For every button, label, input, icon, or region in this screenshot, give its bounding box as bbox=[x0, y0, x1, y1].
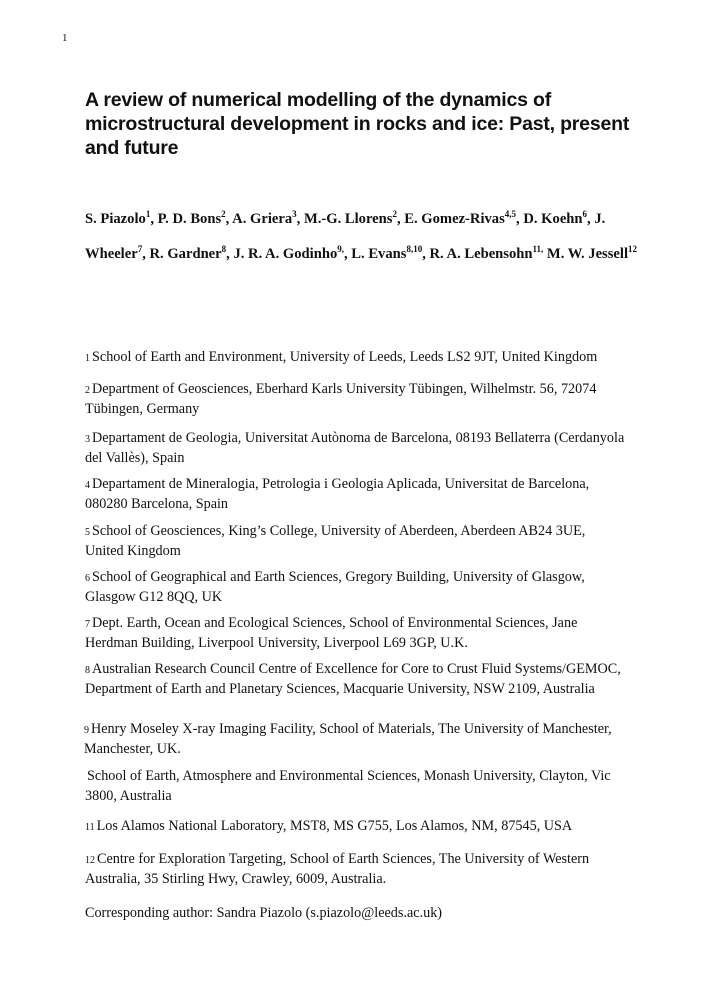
affiliation-text: Department of Geosciences, Eberhard Karls University Tübingen, Wilhelmstr. 56, 72074 Tübingen, Germany bbox=[85, 381, 597, 417]
author-name: M.-G. Llorens bbox=[303, 211, 393, 227]
corresponding-author: Corresponding author: Sandra Piazolo (s.piazolo@leeds.ac.uk) bbox=[85, 905, 443, 921]
author-affiliation-number: 2 bbox=[221, 209, 226, 220]
author-name: E. Gomez-Rivas bbox=[404, 211, 505, 227]
author bbox=[523, 211, 594, 227]
affiliation-text: Departament de Geologia, Universitat Autònoma de Barcelona, 08193 Bellaterra (Cerdanyola del Vallès), Spain bbox=[85, 430, 625, 466]
author-affiliation-number: 7 bbox=[137, 244, 143, 255]
author-name: S. Piazolo bbox=[85, 211, 146, 227]
affiliation-12 bbox=[85, 850, 625, 889]
author-affiliation-number: 11, bbox=[532, 244, 544, 255]
page-number: 1 bbox=[62, 32, 68, 44]
author bbox=[404, 211, 523, 227]
separator: , bbox=[422, 246, 430, 262]
separator: , bbox=[150, 211, 158, 227]
separator: , bbox=[142, 246, 150, 262]
affiliation-1 bbox=[85, 348, 625, 368]
affiliation-number: 8 bbox=[85, 665, 90, 676]
affiliation-9 bbox=[84, 720, 624, 759]
author bbox=[304, 211, 404, 227]
affiliation-number: 11 bbox=[85, 822, 95, 833]
affiliation-4 bbox=[85, 475, 625, 514]
author-list bbox=[85, 202, 645, 272]
affiliation-text: Centre for Exploration Targeting, School of Earth Sciences, The University of Western Australia, 35 Stirling Hwy, Crawley, 6009, Australia. bbox=[85, 851, 590, 887]
separator: , bbox=[516, 211, 524, 227]
author-name: R. Gardner bbox=[149, 246, 222, 262]
author-name: R. A. Lebensohn bbox=[429, 246, 533, 262]
author-affiliation-number: 6 bbox=[582, 209, 588, 220]
author-affiliation-number: 1 bbox=[145, 209, 151, 220]
author-affiliation-number: 12 bbox=[628, 244, 637, 255]
affiliation-10 bbox=[85, 767, 625, 806]
separator: , bbox=[296, 211, 304, 227]
author bbox=[149, 246, 233, 262]
affiliation-number: 7 bbox=[85, 619, 90, 630]
author-name: J. Wheeler bbox=[85, 211, 606, 262]
author bbox=[233, 246, 351, 262]
affiliation-number: 6 bbox=[85, 573, 90, 584]
affiliation-number: 2 bbox=[85, 385, 90, 396]
affiliation-6 bbox=[85, 568, 625, 607]
affiliation-number: 12 bbox=[85, 855, 95, 866]
author bbox=[430, 246, 547, 262]
affiliation-text: Australian Research Council Centre of Excellence for Core to Crust Fluid Systems/GEMOC, Department of Earth and Planetary Sciences, Macquarie University, NSW 2109, Australia bbox=[85, 661, 621, 697]
affiliation-3 bbox=[85, 429, 625, 468]
author-affiliation-number: 8 bbox=[221, 244, 227, 255]
author-affiliation-number: 2 bbox=[392, 209, 397, 220]
author bbox=[351, 246, 429, 262]
author-name: J. R. A. Godinho bbox=[233, 246, 338, 262]
author-affiliation-number: 9, bbox=[337, 244, 344, 255]
separator: , bbox=[396, 211, 405, 227]
author bbox=[547, 246, 637, 262]
affiliation-text: Dept. Earth, Ocean and Ecological Sciences, School of Environmental Sciences, Jane Herdman Building, Liverpool University, Liverpool L69 3GP, U.K. bbox=[85, 615, 578, 651]
author bbox=[158, 211, 233, 227]
affiliation-text: Henry Moseley X-ray Imaging Facility, School of Materials, The University of Manchester, Manchester, UK. bbox=[84, 721, 612, 757]
affiliation-text: School of Geographical and Earth Sciences, Gregory Building, University of Glasgow, Glasgow G12 8QQ, UK bbox=[85, 569, 585, 605]
paper-title: A review of numerical modelling of the dynamics of microstructural development in rocks and ice: Past, present and future bbox=[85, 89, 630, 159]
affiliation-text: School of Earth, Atmosphere and Environmental Sciences, Monash University, Clayton, Vic 3800, Australia bbox=[85, 768, 611, 804]
author-name: A. Griera bbox=[232, 211, 293, 227]
affiliation-8 bbox=[85, 660, 625, 699]
affiliation-number: 9 bbox=[84, 725, 89, 736]
author-affiliation-number: 4,5 bbox=[504, 209, 517, 220]
separator: , bbox=[344, 246, 352, 262]
author-name: L. Evans bbox=[351, 246, 407, 262]
separator: , bbox=[225, 211, 233, 227]
author bbox=[232, 211, 304, 227]
author-name: D. Koehn bbox=[523, 211, 583, 227]
author-name: P. D. Bons bbox=[157, 211, 222, 227]
affiliation-number: 3 bbox=[85, 434, 90, 445]
affiliation-number: 4 bbox=[85, 480, 90, 491]
author-name: M. W. Jessell bbox=[546, 246, 628, 262]
affiliation-11 bbox=[85, 817, 625, 837]
affiliation-text: School of Earth and Environment, University of Leeds, Leeds LS2 9JT, United Kingdom bbox=[92, 349, 598, 365]
affiliation-2 bbox=[85, 380, 625, 419]
author-affiliation-number: 8,10 bbox=[406, 244, 423, 255]
affiliation-text: School of Geosciences, King’s College, University of Aberdeen, Aberdeen AB24 3UE, United Kingdom bbox=[85, 523, 586, 559]
affiliation-text: Departament de Mineralogia, Petrologia i Geologia Aplicada, Universitat de Barcelona, 080280 Barcelona, Spain bbox=[85, 476, 590, 512]
affiliation-number: 5 bbox=[85, 527, 90, 538]
author-affiliation-number: 3 bbox=[292, 209, 297, 220]
separator: , bbox=[587, 211, 595, 227]
separator: , bbox=[226, 246, 234, 262]
affiliation-number: 1 bbox=[85, 353, 90, 364]
affiliation-7 bbox=[85, 614, 625, 653]
affiliation-text: Los Alamos National Laboratory, MST8, MS G755, Los Alamos, NM, 87545, USA bbox=[96, 818, 573, 834]
author bbox=[85, 211, 158, 227]
affiliation-5 bbox=[85, 522, 625, 561]
